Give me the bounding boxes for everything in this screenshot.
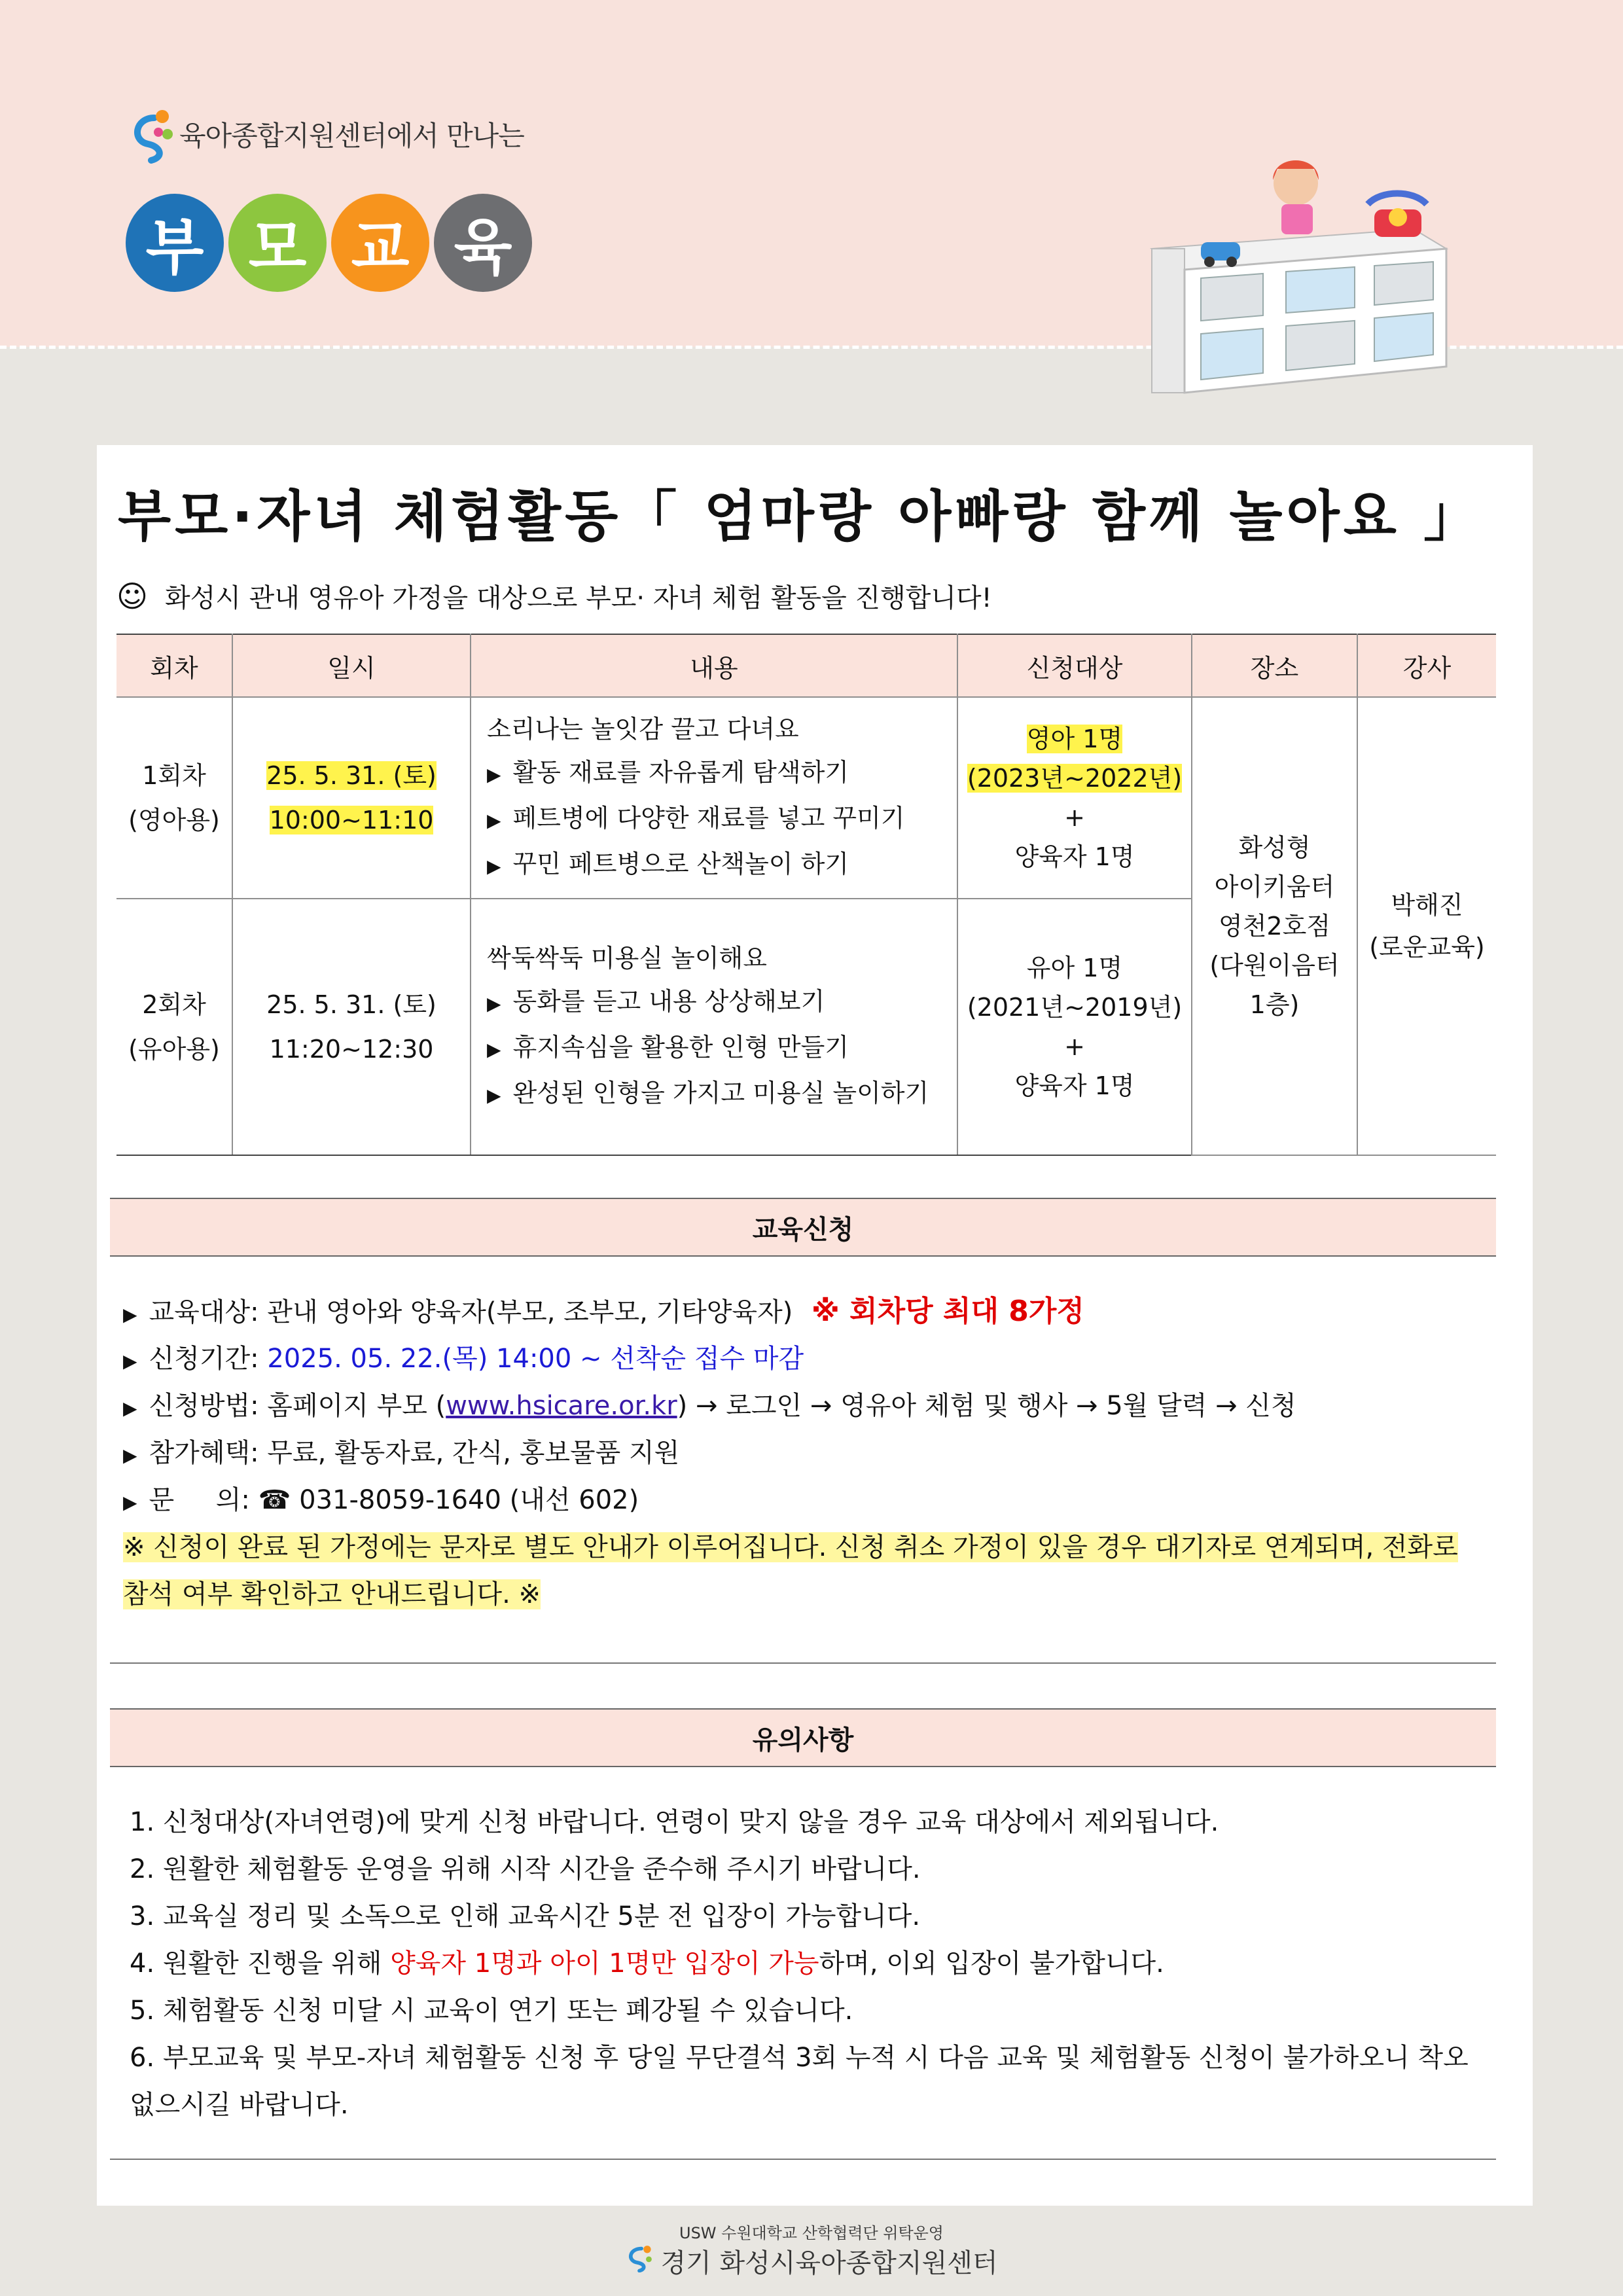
logo-swirl-icon — [128, 105, 174, 164]
list-item — [123, 1288, 1491, 1335]
list-item: ▶ 활동 재료를 자유롭게 탐색하기 — [487, 751, 957, 797]
round-type: (영아용) — [128, 806, 220, 834]
intro-line — [116, 577, 992, 615]
section-divider — [110, 2159, 1496, 2160]
col-header-instructor: 강사 — [1357, 634, 1496, 697]
apply-section-header: 교육신청 — [110, 1198, 1496, 1257]
instructor-cell: 박해진 (로운교육) — [1357, 697, 1496, 1155]
smile-icon: ☺ — [116, 578, 148, 614]
target-cell — [957, 697, 1192, 899]
session-date: 25. 5. 31. (토) — [266, 761, 437, 790]
target-guardian: 양육자 1명 — [1014, 842, 1135, 871]
homepage-link[interactable]: www.hsicare.or.kr — [446, 1391, 677, 1421]
list-item: ▶ 페트병에 다양한 재료를 넣고 꾸미기 — [487, 797, 957, 842]
notice-line-2: 참석 여부 확인하고 안내드립니다. ※ — [123, 1579, 541, 1609]
triangle-bullet-icon: ▶ — [487, 1039, 501, 1060]
notes-list — [130, 1799, 1491, 2128]
apply-target: 교육대상: 관내 영아와 양육자(부모, 조부모, 기타양육자) — [149, 1297, 793, 1327]
place-cell: 화성형 아이키움터 영천2호점 (다원이음터 1층) — [1192, 697, 1357, 1155]
triangle-bullet-icon: ▶ — [123, 1304, 137, 1325]
triangle-bullet-icon: ▶ — [487, 764, 501, 785]
target-years: (2021년~2019년) — [967, 993, 1183, 1022]
list-item — [123, 1429, 1491, 1477]
list-item — [123, 1382, 1491, 1429]
contact-phone: ☎ 031-8059-1640 (내선 602) — [258, 1485, 639, 1515]
triangle-bullet-icon: ▶ — [487, 1085, 501, 1106]
content-title: 소리나는 놀잇감 끌고 다녀요 — [487, 715, 799, 744]
note-item: 2. 원활한 체험활동 운영을 위해 시작 시간을 준수해 주시기 바랍니다. — [130, 1854, 921, 1884]
list-item: ▶ 휴지속심을 활용한 인형 만들기 — [487, 1026, 957, 1071]
target-child: 유아 1명 — [1026, 954, 1123, 982]
note-item: 4. 원활한 진행을 위해 양육자 1명과 아이 1명만 입장이 가능하며, 이외 입장이 불가합니다. — [130, 1948, 1164, 1979]
title-char-2: 모 — [228, 194, 327, 292]
footer-center — [0, 2242, 1623, 2280]
note-item: 1. 신청대상(자녀연령)에 맞게 신청 바랍니다. 연령이 맞지 않을 경우 교육 대상에서 제외됩니다. — [130, 1807, 1219, 1837]
apply-max: ※ 회차당 최대 8가정 — [812, 1295, 1084, 1328]
content-title: 싹둑싹둑 미용실 놀이해요 — [487, 944, 767, 973]
col-header-target: 신청대상 — [957, 634, 1192, 697]
target-child: 영아 1명 — [1026, 725, 1123, 753]
center-logo — [128, 105, 524, 164]
table-row — [116, 697, 1496, 899]
title-char-3: 교 — [331, 194, 429, 292]
table-header-row — [116, 634, 1496, 697]
round-label: 1회차 — [142, 761, 206, 790]
footer-operator: USW 수원대학교 산학협력단 위탁운영 — [679, 2224, 944, 2242]
section-divider — [110, 1662, 1496, 1664]
note-item-cont: 없으시길 바랍니다. — [130, 2090, 349, 2120]
title-char-1: 부 — [126, 194, 224, 292]
target-guardian: 양육자 1명 — [1014, 1071, 1135, 1100]
apply-period: 2025. 05. 22.(목) 14:00 ~ 선착순 접수 마감 — [267, 1344, 804, 1374]
col-header-content: 내용 — [471, 634, 957, 697]
note-item: 6. 부모교육 및 부모-자녀 체험활동 신청 후 당일 무단결석 3회 누적 시 다음 교육 및 체험활동 신청이 불가하오니 착오 — [130, 2043, 1469, 2073]
apply-method-label: 신청방법: 홈페이지 부모 ( — [149, 1391, 446, 1421]
list-item: ▶ 동화를 듣고 내용 상상해보기 — [487, 980, 957, 1026]
col-header-round: 회차 — [116, 634, 232, 697]
datetime-cell — [232, 697, 471, 899]
round-cell — [116, 697, 232, 899]
round-type: (유아용) — [128, 1035, 220, 1064]
list-item: ▶ 완성된 인형을 가지고 미용실 놀이하기 — [487, 1071, 957, 1117]
notice-line-1: ※ 신청이 완료 된 가정에는 문자로 별도 안내가 이루어집니다. 신청 취소 가정이 있을 경우 대기자로 연계되며, 전화로 — [123, 1532, 1458, 1562]
content-cell — [471, 899, 957, 1155]
triangle-bullet-icon: ▶ — [487, 810, 501, 831]
notes-section-header: 유의사항 — [110, 1708, 1496, 1767]
datetime-cell — [232, 899, 471, 1155]
round-label: 2회차 — [142, 990, 206, 1019]
intro-text: 화성시 관내 영유아 가정을 대상으로 부모· 자녀 체험 활동을 진행합니다! — [164, 583, 992, 613]
header-subtitle: 육아종합지원센터에서 만나는 — [179, 120, 524, 152]
footer-center-name: 경기 화성시육아종합지원센터 — [660, 2248, 998, 2278]
apply-benefit: 참가혜택: 무료, 활동자료, 간식, 홍보물품 지원 — [149, 1438, 680, 1468]
triangle-bullet-icon: ▶ — [123, 1444, 137, 1466]
page-title: 부모·자녀 체험활동「 엄마랑 아빠랑 함께 놀아요 」 — [118, 484, 1483, 548]
col-header-datetime: 일시 — [232, 634, 471, 697]
round-cell — [116, 899, 232, 1155]
session-time: 11:20~12:30 — [269, 1035, 434, 1064]
col-header-place: 장소 — [1192, 634, 1357, 697]
program-title — [126, 194, 537, 292]
session-time: 10:00~11:10 — [269, 806, 434, 834]
triangle-bullet-icon: ▶ — [123, 1397, 137, 1419]
target-cell — [957, 899, 1192, 1155]
apply-method-steps: ) → 로그인 → 영유아 체험 및 행사 → 5월 달력 → 신청 — [677, 1391, 1296, 1421]
toy-shelf-illustration — [1139, 144, 1479, 406]
target-plus: + — [1064, 1032, 1085, 1061]
target-years: (2023년~2022년) — [967, 764, 1183, 793]
note-item: 3. 교육실 정리 및 소독으로 인해 교육시간 5분 전 입장이 가능합니다. — [130, 1901, 921, 1931]
target-plus: + — [1064, 803, 1085, 832]
triangle-bullet-icon: ▶ — [487, 993, 501, 1014]
contact-label: 문 의: — [149, 1485, 250, 1515]
triangle-bullet-icon: ▶ — [123, 1492, 137, 1513]
triangle-bullet-icon: ▶ — [487, 855, 501, 877]
note-item: 5. 체험활동 신청 미달 시 교육이 연기 또는 폐강될 수 있습니다. — [130, 1996, 853, 2026]
title-char-4: 육 — [434, 194, 532, 292]
apply-period-label: 신청기간: — [149, 1344, 259, 1374]
list-item: ▶ 꾸민 페트병으로 산책놀이 하기 — [487, 842, 957, 888]
list-item — [123, 1477, 1491, 1524]
logo-swirl-icon — [625, 2244, 654, 2279]
list-item — [123, 1335, 1491, 1382]
content-cell — [471, 697, 957, 899]
triangle-bullet-icon: ▶ — [123, 1350, 137, 1372]
apply-info — [123, 1288, 1491, 1618]
session-date: 25. 5. 31. (토) — [266, 990, 437, 1019]
schedule-table — [116, 634, 1496, 1156]
